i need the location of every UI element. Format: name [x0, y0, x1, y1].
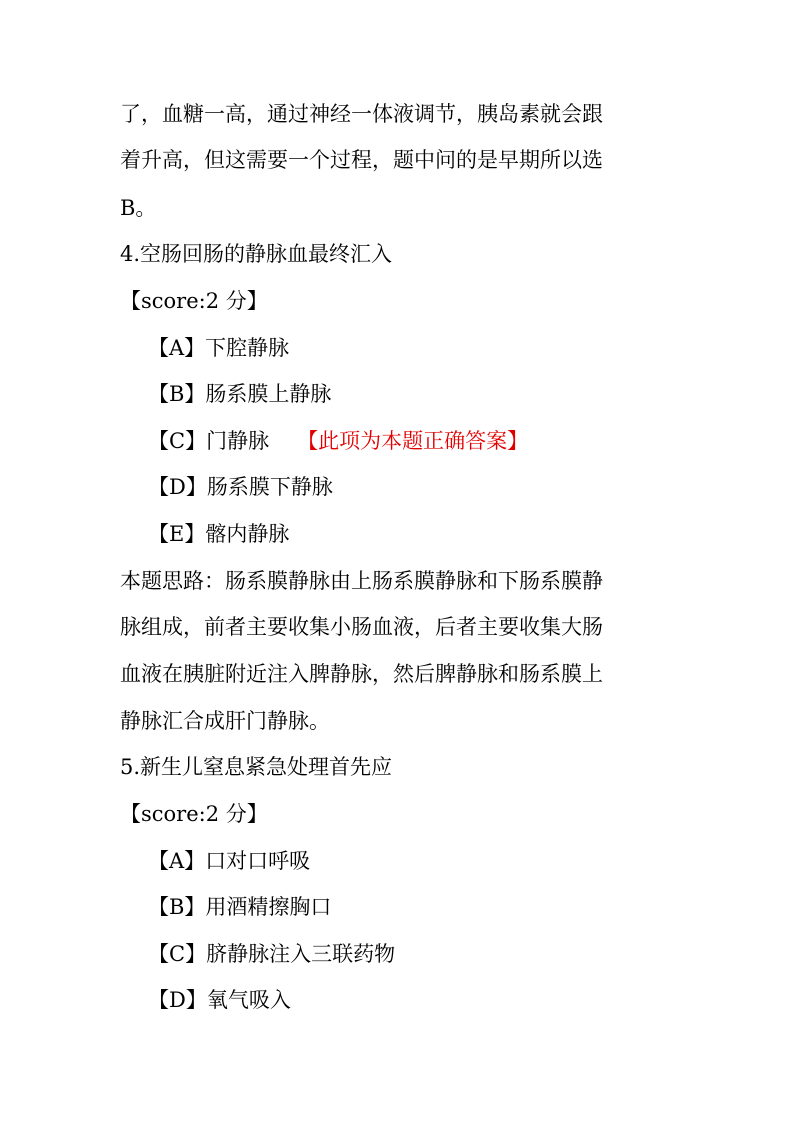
question-4-option-c	[148, 427, 528, 455]
option-c-label: 【C】门静脉	[148, 429, 270, 453]
explanation-line: 静脉汇合成肝门静脉。	[120, 709, 330, 733]
question-4-title: 4.空肠回肠的静脉血最终汇入	[120, 242, 393, 266]
explanation-line: 血液在胰脏附近注入脾静脉，然后脾静脉和肠系膜上	[120, 662, 603, 686]
correct-answer-mark: 【此项为本题正确答案】	[297, 429, 529, 453]
question-5-option-d: 【D】氧气吸入	[148, 988, 291, 1012]
explanation-line: 了，血糖一高，通过神经一体液调节，胰岛素就会跟	[120, 102, 603, 126]
explanation-line: 本题思路：肠系膜静脉由上肠系膜静脉和下肠系膜静	[120, 569, 603, 593]
explanation-line: 着升高，但这需要一个过程，题中问的是早期所以选	[120, 148, 603, 172]
explanation-line: 脉组成，前者主要收集小肠血液，后者主要收集大肠	[120, 615, 603, 639]
question-4-option-a: 【A】下腔静脉	[148, 336, 290, 360]
question-5-option-c: 【C】脐静脉注入三联药物	[148, 942, 396, 966]
question-4-score: 【score:2 分】	[120, 289, 268, 313]
question-4-option-d: 【D】肠系膜下静脉	[148, 475, 333, 499]
question-4-option-b: 【B】肠系膜上静脉	[148, 382, 332, 406]
explanation-line: B。	[120, 196, 157, 220]
question-4-option-e: 【E】髂内静脉	[148, 522, 290, 546]
question-5-score: 【score:2 分】	[120, 802, 268, 826]
question-5-title: 5.新生儿窒息紧急处理首先应	[120, 755, 393, 779]
question-5-option-b: 【B】用酒精擦胸口	[148, 895, 332, 919]
question-5-option-a: 【A】口对口呼吸	[148, 849, 311, 873]
